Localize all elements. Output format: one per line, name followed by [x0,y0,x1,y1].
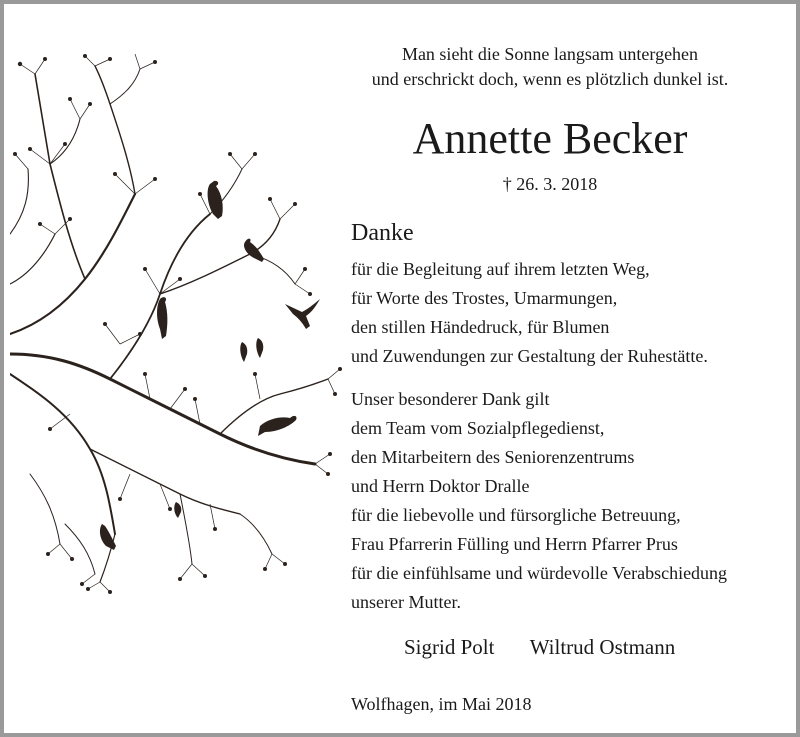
place-and-date: Wolfhagen, im Mai 2018 [351,694,532,714]
text-line: Unser besonderer Dank gilt [351,389,550,409]
motto-line: und erschrickt doch, wenn es plötzlich dunkel ist. [371,69,729,89]
text-line: für Worte des Trostes, Umarmungen, [351,288,618,308]
text-line: für die Begleitung auf ihrem letzten Weg, [351,259,650,279]
thanks-paragraph-1 [351,255,708,371]
text-line: Frau Pfarrerin Fülling und Herrn Pfarrer Prus [351,534,678,554]
tree-branches-with-birds-illustration [10,54,350,594]
motto-quote [350,42,750,92]
birds [100,181,320,550]
motto-line: Man sieht die Sonne langsam untergehen [401,44,699,64]
text-line: und Herrn Doktor Dralle [351,476,530,496]
signer-name: Sigrid Polt [404,635,495,659]
deceased-name: Annette Becker [412,114,688,163]
tree-branches [10,66,328,582]
text-line: unserer Mutter. [351,592,461,612]
thanks-paragraph-2 [351,385,727,617]
text-line: den stillen Händedruck, für Blumen [351,317,610,337]
bird-icon [258,416,297,436]
text-line: den Mitarbeitern des Seniorenzentrums [351,447,635,467]
death-date: † 26. 3. 2018 [502,174,598,194]
text-line: dem Team vom Sozialpflegedienst, [351,418,605,438]
hummingbird-icon [285,299,320,329]
signer-name: Wiltrud Ostmann [529,635,676,659]
thanks-heading: Danke [351,220,414,246]
text-line: für die liebevolle und fürsorgliche Betreuung, [351,505,681,525]
signers [404,632,675,662]
text-line: für die einfühlsame und würdevolle Verabschiedung [351,563,728,583]
bird-icon [244,239,264,262]
text-line: und Zuwendungen zur Gestaltung der Ruhestätte. [351,346,708,366]
bird-icon [256,338,263,358]
bird-icon [157,297,167,339]
bird-icon [174,502,181,518]
bird-icon [240,342,247,362]
